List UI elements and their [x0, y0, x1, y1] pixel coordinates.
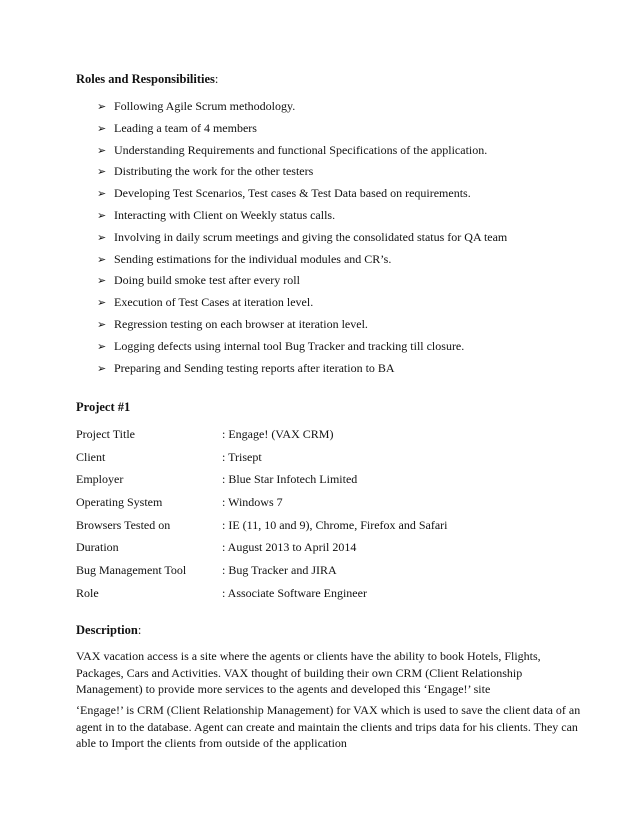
detail-row [76, 585, 448, 608]
detail-value: : Windows 7 [222, 495, 283, 510]
arrow-bullet-icon: ➢ [97, 230, 107, 244]
list-item [97, 272, 507, 294]
list-item [97, 120, 507, 142]
arrow-bullet-icon: ➢ [97, 143, 107, 157]
list-item-text: Following Agile Scrum methodology. [114, 99, 296, 113]
list-item-text: Execution of Test Cases at iteration level. [114, 295, 314, 310]
arrow-bullet-icon: ➢ [97, 339, 107, 353]
detail-label: Duration [76, 540, 119, 555]
list-item-text: Interacting with Client on Weekly status calls. [114, 207, 336, 222]
arrow-bullet-icon: ➢ [97, 361, 107, 375]
arrow-bullet-icon: ➢ [97, 208, 107, 222]
list-item [97, 163, 507, 185]
list-item-text: Logging defects using internal tool Bug Tracker and tracking till closure. [114, 338, 465, 353]
arrow-bullet-icon: ➢ [97, 252, 107, 266]
detail-value: : Associate Software Engineer [222, 585, 367, 600]
paragraph-line: Packages, Cars and Activities. VAX thought of building their own CRM (Client Relationship [76, 665, 523, 680]
arrow-bullet-icon: ➢ [97, 317, 107, 331]
list-item-text: Preparing and Sending testing reports after iteration to BA [114, 360, 395, 375]
list-item [97, 251, 507, 273]
detail-label: Operating System [76, 495, 163, 510]
list-item [97, 142, 507, 164]
list-item [97, 207, 507, 229]
detail-row [76, 471, 448, 494]
paragraph-line: VAX vacation access is a site where the agents or clients have the ability to book Hotels, Flights, [76, 649, 541, 663]
detail-row [76, 449, 448, 472]
detail-value: : Engage! (VAX CRM) [222, 427, 334, 441]
paragraph-line: Management) to provide more services to the agents and developed this ‘Engage!’ site [76, 682, 491, 696]
roles-list [97, 98, 507, 381]
list-item [97, 185, 507, 207]
list-item [97, 338, 507, 360]
list-item-text: Regression testing on each browser at iteration level. [114, 316, 368, 331]
paragraph-line: ‘Engage!’ is CRM (Client Relationship Management) for VAX which is used to save the client data of an [76, 703, 581, 717]
detail-label: Browsers Tested on [76, 517, 171, 532]
list-item-text: Sending estimations for the individual modules and CR’s. [114, 251, 392, 266]
detail-value: : Bug Tracker and JIRA [222, 563, 337, 578]
arrow-bullet-icon: ➢ [97, 296, 107, 310]
list-item [97, 360, 507, 382]
project-heading: Project #1 [76, 400, 131, 414]
detail-row [76, 494, 448, 517]
list-item-text: Understanding Requirements and functional Specifications of the application. [114, 142, 488, 157]
detail-label: Client [76, 449, 106, 464]
list-item-text: Distributing the work for the other testers [114, 164, 314, 179]
detail-label: Bug Management Tool [76, 563, 187, 578]
arrow-bullet-icon: ➢ [97, 187, 107, 201]
detail-value: : IE (11, 10 and 9), Chrome, Firefox and Safari [222, 517, 448, 532]
detail-value: : August 2013 to April 2014 [222, 540, 357, 555]
description-paragraph-1 [76, 648, 566, 698]
detail-row [76, 539, 448, 562]
detail-value: : Trisept [222, 449, 262, 464]
detail-label: Role [76, 585, 99, 600]
description-paragraph-2 [76, 702, 581, 752]
detail-row [76, 562, 448, 585]
project-details [76, 426, 448, 608]
detail-row [76, 426, 448, 449]
list-item [97, 229, 507, 251]
arrow-bullet-icon: ➢ [97, 100, 107, 113]
arrow-bullet-icon: ➢ [97, 274, 107, 288]
detail-value: : Blue Star Infotech Limited [222, 472, 358, 487]
list-item-text: Doing build smoke test after every roll [114, 273, 300, 288]
paragraph-line: able to Import the clients from outside of the application [76, 736, 347, 750]
list-item [97, 316, 507, 338]
arrow-bullet-icon: ➢ [97, 165, 107, 179]
list-item [97, 294, 507, 316]
description-heading: Description: [76, 623, 142, 637]
detail-label: Employer [76, 472, 124, 487]
roles-heading: Roles and Responsibilities: [76, 72, 219, 86]
list-item-text: Leading a team of 4 members [114, 120, 257, 135]
list-item [97, 98, 507, 120]
detail-label: Project Title [76, 427, 136, 441]
list-item-text: Involving in daily scrum meetings and giving the consolidated status for QA team [114, 229, 508, 244]
paragraph-line: agent in to the database. Agent can create and maintain the clients and trips data for his clients. They can [76, 719, 578, 734]
list-item-text: Developing Test Scenarios, Test cases & Test Data based on requirements. [114, 186, 471, 201]
detail-row [76, 517, 448, 540]
arrow-bullet-icon: ➢ [97, 121, 107, 135]
